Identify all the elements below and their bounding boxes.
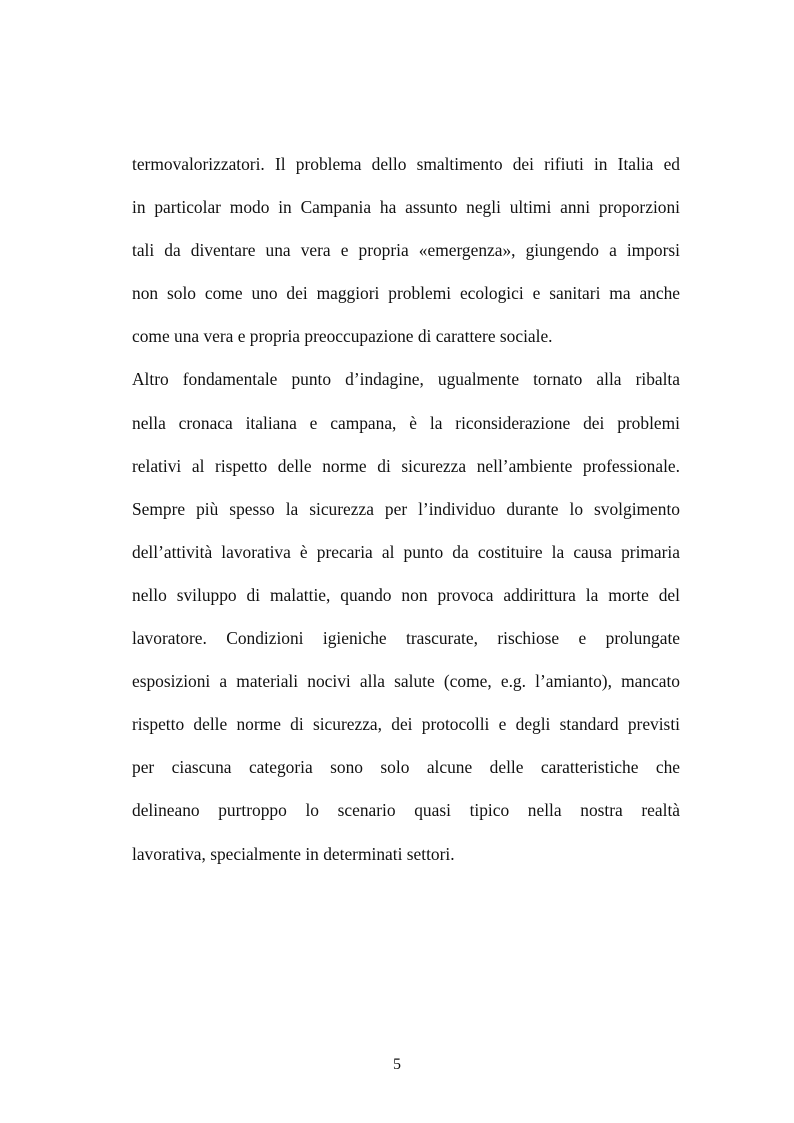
text-line: come una vera e propria preoccupazione di carattere sociale. — [132, 326, 553, 347]
text-line: lavorativa, specialmente in determinati settori. — [132, 843, 455, 864]
paragraph-waste-emergency — [132, 143, 680, 358]
text-line: lavoratore. Condizioni igieniche trascurate, rischiose e prolungate — [132, 628, 680, 649]
text-line: esposizioni a materiali nocivi alla salute (come, e.g. l’amianto), mancato — [132, 671, 680, 692]
text-line: Altro fondamentale punto d’indagine, ugualmente tornato alla ribalta — [132, 369, 680, 390]
text-line: nello sviluppo di malattie, quando non provoca addirittura la morte del — [132, 584, 680, 605]
text-line: termovalorizzatori. Il problema dello smaltimento dei rifiuti in Italia ed — [132, 154, 680, 174]
text-line: Sempre più spesso la sicurezza per l’individuo durante lo svolgimento — [132, 498, 680, 519]
text-line: delineano purtroppo lo scenario quasi tipico nella nostra realtà — [132, 800, 680, 821]
text-line: per ciascuna categoria sono solo alcune delle caratteristiche che — [132, 757, 680, 778]
paragraph-workplace-safety — [132, 358, 680, 875]
text-line: tali da diventare una vera e propria «emergenza», giungendo a imporsi — [132, 240, 680, 261]
body-text — [132, 143, 680, 876]
text-line: nella cronaca italiana e campana, è la riconsiderazione dei problemi — [132, 412, 680, 433]
text-line: relativi al rispetto delle norme di sicurezza nell’ambiente professionale. — [132, 455, 680, 476]
text-line: in particolar modo in Campania ha assunto negli ultimi anni proporzioni — [132, 197, 680, 218]
text-line: non solo come uno dei maggiori problemi ecologici e sanitari ma anche — [132, 283, 680, 304]
page-number: 5 — [393, 1056, 401, 1073]
text-line: dell’attività lavorativa è precaria al punto da costituire la causa primaria — [132, 541, 680, 562]
text-line: rispetto delle norme di sicurezza, dei protocolli e degli standard previsti — [132, 714, 680, 735]
